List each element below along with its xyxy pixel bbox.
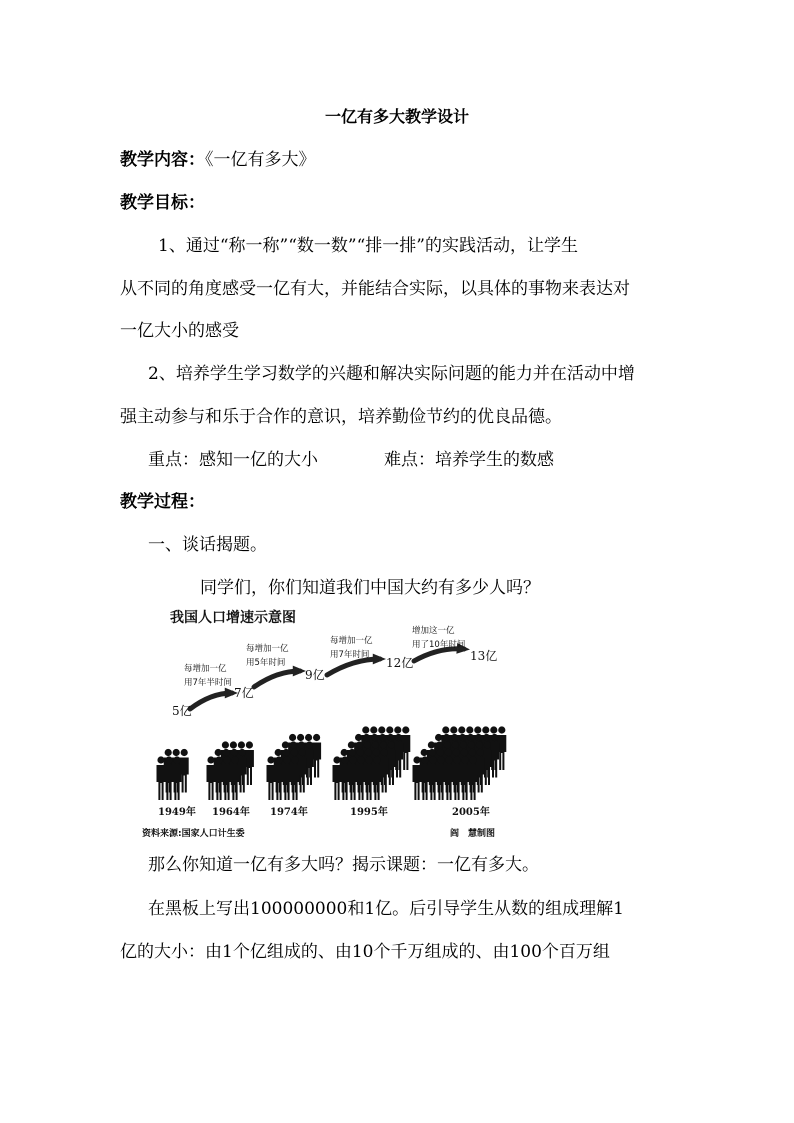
crowd-group-1 [157,749,189,800]
arrow-label-line-1: 增加这一亿 [412,626,455,636]
opening-question: 同学们，你们知道我们中国大约有多少人吗？ [200,578,540,598]
year-label: 1995年 [350,807,388,818]
goal1-line-2: 从不同的角度感受一亿有大，并能结合实际，以具体的事物来表达对 [120,279,630,299]
value-label: 13亿 [470,649,498,663]
board-line-1: 在黑板上写出100000000和1亿。后引导学生从数的组成理解1 [148,899,624,919]
crowd-group-2 [207,741,254,800]
value-label: 7亿 [234,686,254,700]
crowd-group-4 [333,726,411,800]
value-label: 5亿 [172,704,192,718]
crowd-groups [157,726,507,800]
crowd-group-5 [413,726,507,800]
population-growth-svg [142,605,512,845]
section-1-heading: 一、谈话揭题。 [148,535,267,555]
board-line-2: 亿的大小：由1个亿组成的、由10个千万组成的、由100个百万组 [120,942,610,962]
goal2-line-2: 强主动参与和乐于合作的意识，培养勤俭节约的优良品德。 [120,407,562,427]
figure-title: 我国人口增速示意图 [170,610,296,626]
key-point: 重点：感知一亿的大小 [148,450,318,470]
year-labels [158,805,490,818]
figure-credit: 阎 慧制图 [450,829,496,839]
goal1-line-3: 一亿大小的感受 [120,321,239,341]
arrow-label-line-1: 每增加一亿 [184,664,227,674]
figure-source: 资料来源:国家人口计生委 [142,829,245,839]
content-label: 教学内容： [120,150,205,170]
year-label: 1964年 [212,807,250,818]
arrow-label-line-2: 用7年时间 [330,650,370,660]
growth-arrow [414,649,464,661]
goal2-line-1: 2、培养学生学习数学的兴趣和解决实际问题的能力并在活动中增 [148,364,635,384]
arrow-label-line-1: 每增加一亿 [246,644,289,654]
content-line [120,147,316,173]
value-label: 12亿 [386,656,414,670]
goals-heading: 教学目标： [120,193,205,213]
value-label: 9亿 [305,668,325,682]
population-growth-figure [142,605,512,845]
process-heading: 教学过程： [120,492,205,512]
after-figure-line: 那么你知道一亿有多大吗？揭示课题：一亿有多大。 [148,855,539,875]
year-label: 1949年 [158,807,196,818]
content-value: 《一亿有多大》 [205,150,316,170]
arrow-head [373,654,386,665]
arrow-label-line-1: 每增加一亿 [330,636,373,646]
arrow-label-line-2: 用7年半时间 [184,678,232,688]
arrow-label-line-2: 用了10年时间 [412,640,466,650]
growth-arrow [327,659,380,675]
document-title: 一亿有多大教学设计 [324,107,469,126]
year-label: 2005年 [452,807,490,818]
crowd-group-3 [267,734,322,800]
arrow-label-line-2: 用5年时间 [246,658,286,668]
goal1-line-1: 1、通过“称一称”“数一数”“排一排”的实践活动，让学生 [158,236,578,256]
difficulty: 难点：培养学生的数感 [384,450,554,470]
year-label: 1974年 [270,807,308,818]
